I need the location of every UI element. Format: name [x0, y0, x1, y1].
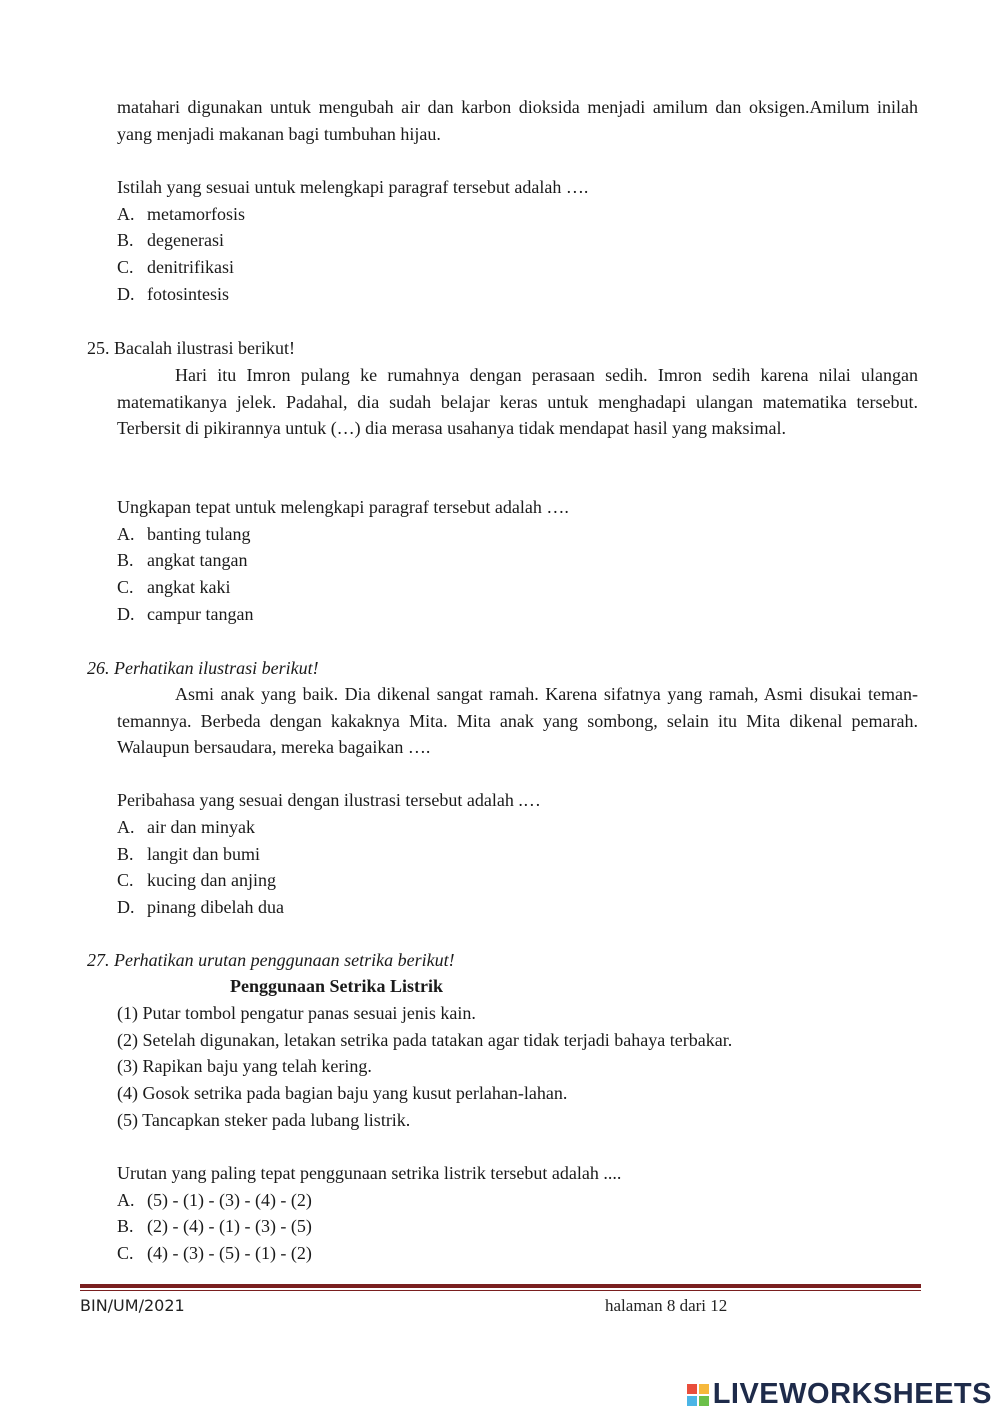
option-letter: D.	[117, 897, 135, 917]
option[interactable]	[117, 1240, 312, 1266]
step-item: (4) Gosok setrika pada bagian baju yang kusut perlahan-lahan.	[117, 1083, 568, 1103]
q26-paragraph: Asmi anak yang baik. Dia dikenal sangat ramah. Karena sifatnya yang ramah, Asmi disukai teman-temannya. Berbeda dengan kakaknya Mita. Mita anak yang sombong, selain itu Mita dikenal pemarah. Walaupun bersaudara, mereka bagaikan ….	[117, 684, 918, 758]
option-text: (4) - (3) - (5) - (1) - (2)	[147, 1243, 312, 1263]
option-letter: B.	[117, 550, 134, 570]
option[interactable]	[117, 281, 229, 307]
option-text: langit dan bumi	[147, 844, 260, 864]
option[interactable]	[117, 894, 284, 920]
option-letter: C.	[117, 870, 134, 890]
step-item: (1) Putar tombol pengatur panas sesuai jenis kain.	[117, 1003, 476, 1023]
option[interactable]	[117, 254, 234, 280]
question-prompt: Perhatikan urutan penggunaan setrika berikut!	[114, 950, 455, 970]
option-text: angkat tangan	[147, 550, 248, 570]
option-letter: D.	[117, 604, 135, 624]
option-text: (2) - (4) - (1) - (3) - (5)	[147, 1216, 312, 1236]
intro-paragraph: matahari digunakan untuk mengubah air dan karbon dioksida menjadi amilum dan oksigen.Amilum inilah yang menjadi makanan bagi tumbuhan hijau.	[117, 97, 918, 144]
q26-question: Peribahasa yang sesuai dengan ilustrasi tersebut adalah .…	[117, 790, 541, 810]
option[interactable]	[117, 601, 253, 627]
question-number: 26.	[87, 658, 110, 678]
option-text: pinang dibelah dua	[147, 897, 284, 917]
footer-page: halaman 8 dari 12	[605, 1296, 728, 1315]
option[interactable]	[117, 841, 260, 867]
option-text: air dan minyak	[147, 817, 255, 837]
logo-grid-icon	[687, 1384, 709, 1406]
q27-question: Urutan yang paling tepat penggunaan setrika listrik tersebut adalah ....	[117, 1163, 622, 1183]
option-text: denitrifikasi	[147, 257, 234, 277]
q27-heading: Penggunaan Setrika Listrik	[230, 976, 444, 996]
option-letter: A.	[117, 524, 135, 544]
option-letter: C.	[117, 1243, 134, 1263]
option[interactable]	[117, 1213, 312, 1239]
q25-question: Ungkapan tepat untuk melengkapi paragraf tersebut adalah ….	[117, 497, 569, 517]
logo-text: LIVEWORKSHEETS	[712, 1378, 992, 1410]
step-item: (2) Setelah digunakan, letakan setrika pada tatakan agar tidak terjadi bahaya terbakar.	[117, 1030, 733, 1050]
step-item: (3) Rapikan baju yang telah kering.	[117, 1056, 372, 1076]
question-26-header	[87, 655, 319, 681]
question-number: 27.	[87, 950, 110, 970]
option[interactable]	[117, 1187, 312, 1213]
option-letter: B.	[117, 1216, 134, 1236]
option-letter: D.	[117, 284, 135, 304]
option-text: (5) - (1) - (3) - (4) - (2)	[147, 1190, 312, 1210]
option-text: fotosintesis	[147, 284, 230, 304]
footer-code: BIN/UM/2021	[80, 1296, 185, 1315]
option[interactable]	[117, 521, 250, 547]
logo-square-icon	[699, 1384, 709, 1394]
question-27-header	[87, 947, 455, 973]
option[interactable]	[117, 814, 255, 840]
intro-question: Istilah yang sesuai untuk melengkapi paragraf tersebut adalah ….	[117, 177, 589, 197]
option[interactable]	[117, 574, 230, 600]
option-text: angkat kaki	[147, 577, 231, 597]
option-text: campur tangan	[147, 604, 254, 624]
option-letter: A.	[117, 817, 135, 837]
option-letter: B.	[117, 844, 134, 864]
question-number: 25.	[87, 338, 110, 358]
option-letter: B.	[117, 230, 134, 250]
option-letter: C.	[117, 257, 134, 277]
question-prompt: Perhatikan ilustrasi berikut!	[114, 658, 319, 678]
step-item: (5) Tancapkan steker pada lubang listrik.	[117, 1110, 411, 1130]
option[interactable]	[117, 867, 276, 893]
logo-square-icon	[687, 1396, 697, 1406]
option-letter: A.	[117, 204, 135, 224]
footer-divider-thin	[80, 1290, 921, 1291]
option-text: metamorfosis	[147, 204, 245, 224]
liveworksheets-logo[interactable]	[687, 1378, 992, 1411]
option[interactable]	[117, 227, 224, 253]
option-text: degenerasi	[147, 230, 224, 250]
option-letter: C.	[117, 577, 134, 597]
q25-paragraph: Hari itu Imron pulang ke rumahnya dengan perasaan sedih. Imron sedih karena nilai ulangan matematikanya jelek. Padahal, dia sudah belajar keras untuk menghadapi ulangan matematika tersebut. Terbersit di pikirannya untuk (…) dia merasa usahanya tidak mendapat hasil yang maksimal.	[117, 365, 918, 439]
option-text: kucing dan anjing	[147, 870, 276, 890]
option-letter: A.	[117, 1190, 135, 1210]
option[interactable]	[117, 547, 247, 573]
footer-divider-thick	[80, 1284, 921, 1288]
question-25-header	[87, 335, 295, 361]
logo-square-icon	[687, 1384, 697, 1394]
option-text: banting tulang	[147, 524, 251, 544]
option[interactable]	[117, 201, 245, 227]
question-prompt: Bacalah ilustrasi berikut!	[114, 338, 295, 358]
logo-square-icon	[699, 1396, 709, 1406]
